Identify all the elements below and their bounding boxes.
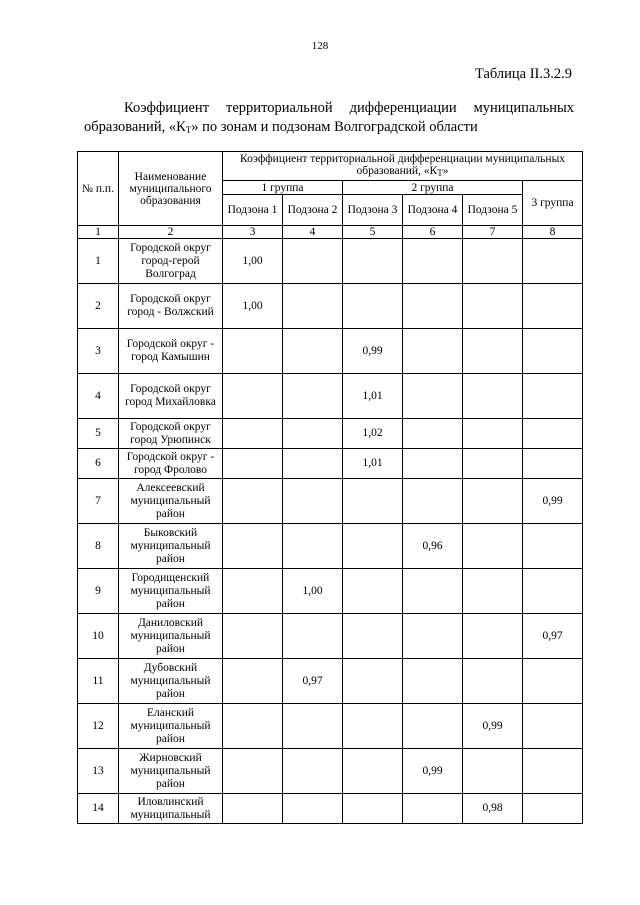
municipality-name: Еланский муниципальный район	[119, 704, 223, 749]
coefficient-cell	[223, 374, 283, 419]
coefficient-cell	[523, 329, 583, 374]
coefficient-cell	[283, 524, 343, 569]
coefficient-cell	[463, 239, 523, 284]
table-row	[78, 794, 583, 824]
municipality-name: Городской округ город Михайловка	[119, 374, 223, 419]
municipality-name: Быковский муниципальный район	[119, 524, 223, 569]
municipality-name: Городской округ город - Волжский	[119, 284, 223, 329]
coefficient-cell	[223, 569, 283, 614]
coefficient-cell	[463, 524, 523, 569]
municipality-name: Алексеевский муниципальный район	[119, 479, 223, 524]
coefficient-cell	[283, 614, 343, 659]
row-number: 1	[78, 239, 119, 284]
coefficient-cell	[283, 284, 343, 329]
coefficient-cell	[463, 419, 523, 449]
header-coefficient	[223, 152, 583, 181]
coefficient-cell	[403, 614, 463, 659]
table-row	[78, 374, 583, 419]
coefficient-cell	[223, 659, 283, 704]
coefficient-cell: 0,97	[283, 659, 343, 704]
header-subzone-3: Подзона 3	[343, 195, 403, 226]
row-number: 12	[78, 704, 119, 749]
document-title	[84, 99, 574, 140]
column-number: 8	[523, 226, 583, 239]
coefficient-cell	[463, 569, 523, 614]
table-row	[78, 284, 583, 329]
row-number: 2	[78, 284, 119, 329]
coefficient-cell	[403, 239, 463, 284]
coefficient-cell: 1,00	[283, 569, 343, 614]
row-number: 14	[78, 794, 119, 824]
coefficient-table	[77, 151, 583, 824]
municipality-name: Городской округ город Урюпинск	[119, 419, 223, 449]
header-coef-suffix: »	[442, 165, 449, 177]
row-number: 13	[78, 749, 119, 794]
coefficient-cell	[463, 749, 523, 794]
municipality-name: Иловлинский муниципальный	[119, 794, 223, 824]
coefficient-cell	[523, 284, 583, 329]
coefficient-cell	[223, 329, 283, 374]
row-number: 9	[78, 569, 119, 614]
column-number: 2	[119, 226, 223, 239]
coefficient-cell	[523, 659, 583, 704]
coefficient-cell: 0,99	[403, 749, 463, 794]
coefficient-cell	[523, 794, 583, 824]
coefficient-cell: 0,99	[523, 479, 583, 524]
coefficient-cell	[283, 329, 343, 374]
table-row	[78, 479, 583, 524]
coefficient-cell	[343, 239, 403, 284]
table-row	[78, 419, 583, 449]
table-row	[78, 524, 583, 569]
header-subzone-4: Подзона 4	[403, 195, 463, 226]
table-row	[78, 704, 583, 749]
coefficient-cell	[523, 239, 583, 284]
header-group-3: 3 группа	[523, 181, 583, 226]
coefficient-cell	[463, 614, 523, 659]
coefficient-cell: 1,01	[343, 374, 403, 419]
coefficient-cell	[403, 329, 463, 374]
coefficient-cell	[343, 479, 403, 524]
coefficient-cell	[283, 239, 343, 284]
row-number: 5	[78, 419, 119, 449]
coefficient-cell	[283, 479, 343, 524]
municipality-name: Городской округ - город Фролово	[119, 449, 223, 479]
header-subzone-1: Подзона 1	[223, 195, 283, 226]
coefficient-cell	[343, 614, 403, 659]
coefficient-cell	[463, 374, 523, 419]
header-coef-subscript: Т	[437, 168, 443, 178]
header-coef-prefix: Коэффициент территориальной дифференциации муниципальных образований, «К	[239, 153, 566, 177]
coefficient-cell	[223, 794, 283, 824]
coefficient-cell	[523, 449, 583, 479]
coefficient-cell	[463, 479, 523, 524]
coefficient-cell	[223, 524, 283, 569]
coefficient-cell	[343, 524, 403, 569]
title-subscript: Т	[185, 125, 192, 135]
row-number: 11	[78, 659, 119, 704]
column-number: 6	[403, 226, 463, 239]
row-number: 7	[78, 479, 119, 524]
coefficient-cell: 1,00	[223, 284, 283, 329]
row-number: 4	[78, 374, 119, 419]
header-group-2: 2 группа	[343, 181, 523, 195]
column-number: 4	[283, 226, 343, 239]
coefficient-cell	[283, 449, 343, 479]
coefficient-cell	[403, 659, 463, 704]
row-number: 3	[78, 329, 119, 374]
coefficient-cell	[403, 704, 463, 749]
table-label: Таблица II.3.2.9	[474, 66, 572, 82]
coefficient-cell	[343, 659, 403, 704]
column-number: 1	[78, 226, 119, 239]
page-number: 128	[311, 40, 329, 52]
coefficient-cell	[283, 704, 343, 749]
coefficient-cell	[343, 569, 403, 614]
header-subzone-5: Подзона 5	[463, 195, 523, 226]
coefficient-cell	[463, 329, 523, 374]
table-row	[78, 449, 583, 479]
table-row	[78, 614, 583, 659]
row-number: 10	[78, 614, 119, 659]
row-number: 8	[78, 524, 119, 569]
municipality-name: Жирновский муниципальный район	[119, 749, 223, 794]
coefficient-cell	[403, 284, 463, 329]
coefficient-cell	[223, 749, 283, 794]
municipality-name: Городищенский муниципальный район	[119, 569, 223, 614]
coefficient-cell	[523, 419, 583, 449]
title-suffix: » по зонам и подзонам Волгоградской области	[191, 119, 478, 135]
coefficient-cell	[403, 449, 463, 479]
title-prefix: Коэффициент территориальной дифференциации муниципальных образований, «К	[84, 100, 574, 135]
coefficient-cell	[403, 419, 463, 449]
municipality-name: Городской округ - город Камышин	[119, 329, 223, 374]
table-row	[78, 659, 583, 704]
coefficient-cell: 1,00	[223, 239, 283, 284]
header-subzone-2: Подзона 2	[283, 195, 343, 226]
coefficient-cell	[523, 704, 583, 749]
coefficient-cell	[343, 704, 403, 749]
coefficient-cell	[283, 794, 343, 824]
coefficient-cell	[283, 749, 343, 794]
coefficient-cell	[223, 479, 283, 524]
header-name: Наименование муниципального образования	[119, 152, 223, 226]
table-row	[78, 329, 583, 374]
coefficient-cell	[403, 569, 463, 614]
coefficient-cell	[223, 614, 283, 659]
table-row	[78, 749, 583, 794]
coefficient-cell	[283, 419, 343, 449]
coefficient-cell: 0,97	[523, 614, 583, 659]
table-row	[78, 239, 583, 284]
header-num: № п.п.	[78, 152, 119, 226]
coefficient-cell	[223, 704, 283, 749]
table-row	[78, 569, 583, 614]
municipality-name: Дубовский муниципальный район	[119, 659, 223, 704]
coefficient-cell	[463, 284, 523, 329]
municipality-name: Даниловский муниципальный район	[119, 614, 223, 659]
coefficient-cell	[523, 749, 583, 794]
coefficient-cell	[223, 449, 283, 479]
coefficient-cell: 0,98	[463, 794, 523, 824]
coefficient-cell	[223, 419, 283, 449]
coefficient-cell	[523, 374, 583, 419]
table-body	[78, 239, 583, 824]
coefficient-cell	[343, 794, 403, 824]
coefficient-cell: 1,01	[343, 449, 403, 479]
coefficient-cell: 0,99	[343, 329, 403, 374]
coefficient-cell: 1,02	[343, 419, 403, 449]
column-number: 5	[343, 226, 403, 239]
column-number: 3	[223, 226, 283, 239]
coefficient-cell	[403, 374, 463, 419]
coefficient-cell	[463, 449, 523, 479]
coefficient-cell	[283, 374, 343, 419]
coefficient-cell: 0,96	[403, 524, 463, 569]
row-number: 6	[78, 449, 119, 479]
coefficient-cell	[523, 524, 583, 569]
coefficient-cell: 0,99	[463, 704, 523, 749]
coefficient-cell	[463, 659, 523, 704]
coefficient-cell	[343, 284, 403, 329]
coefficient-cell	[403, 794, 463, 824]
coefficient-cell	[523, 569, 583, 614]
coefficient-cell	[343, 749, 403, 794]
coefficient-cell	[403, 479, 463, 524]
header-group-1: 1 группа	[223, 181, 343, 195]
column-number: 7	[463, 226, 523, 239]
municipality-name: Городской округ город-герой Волгоград	[119, 239, 223, 284]
